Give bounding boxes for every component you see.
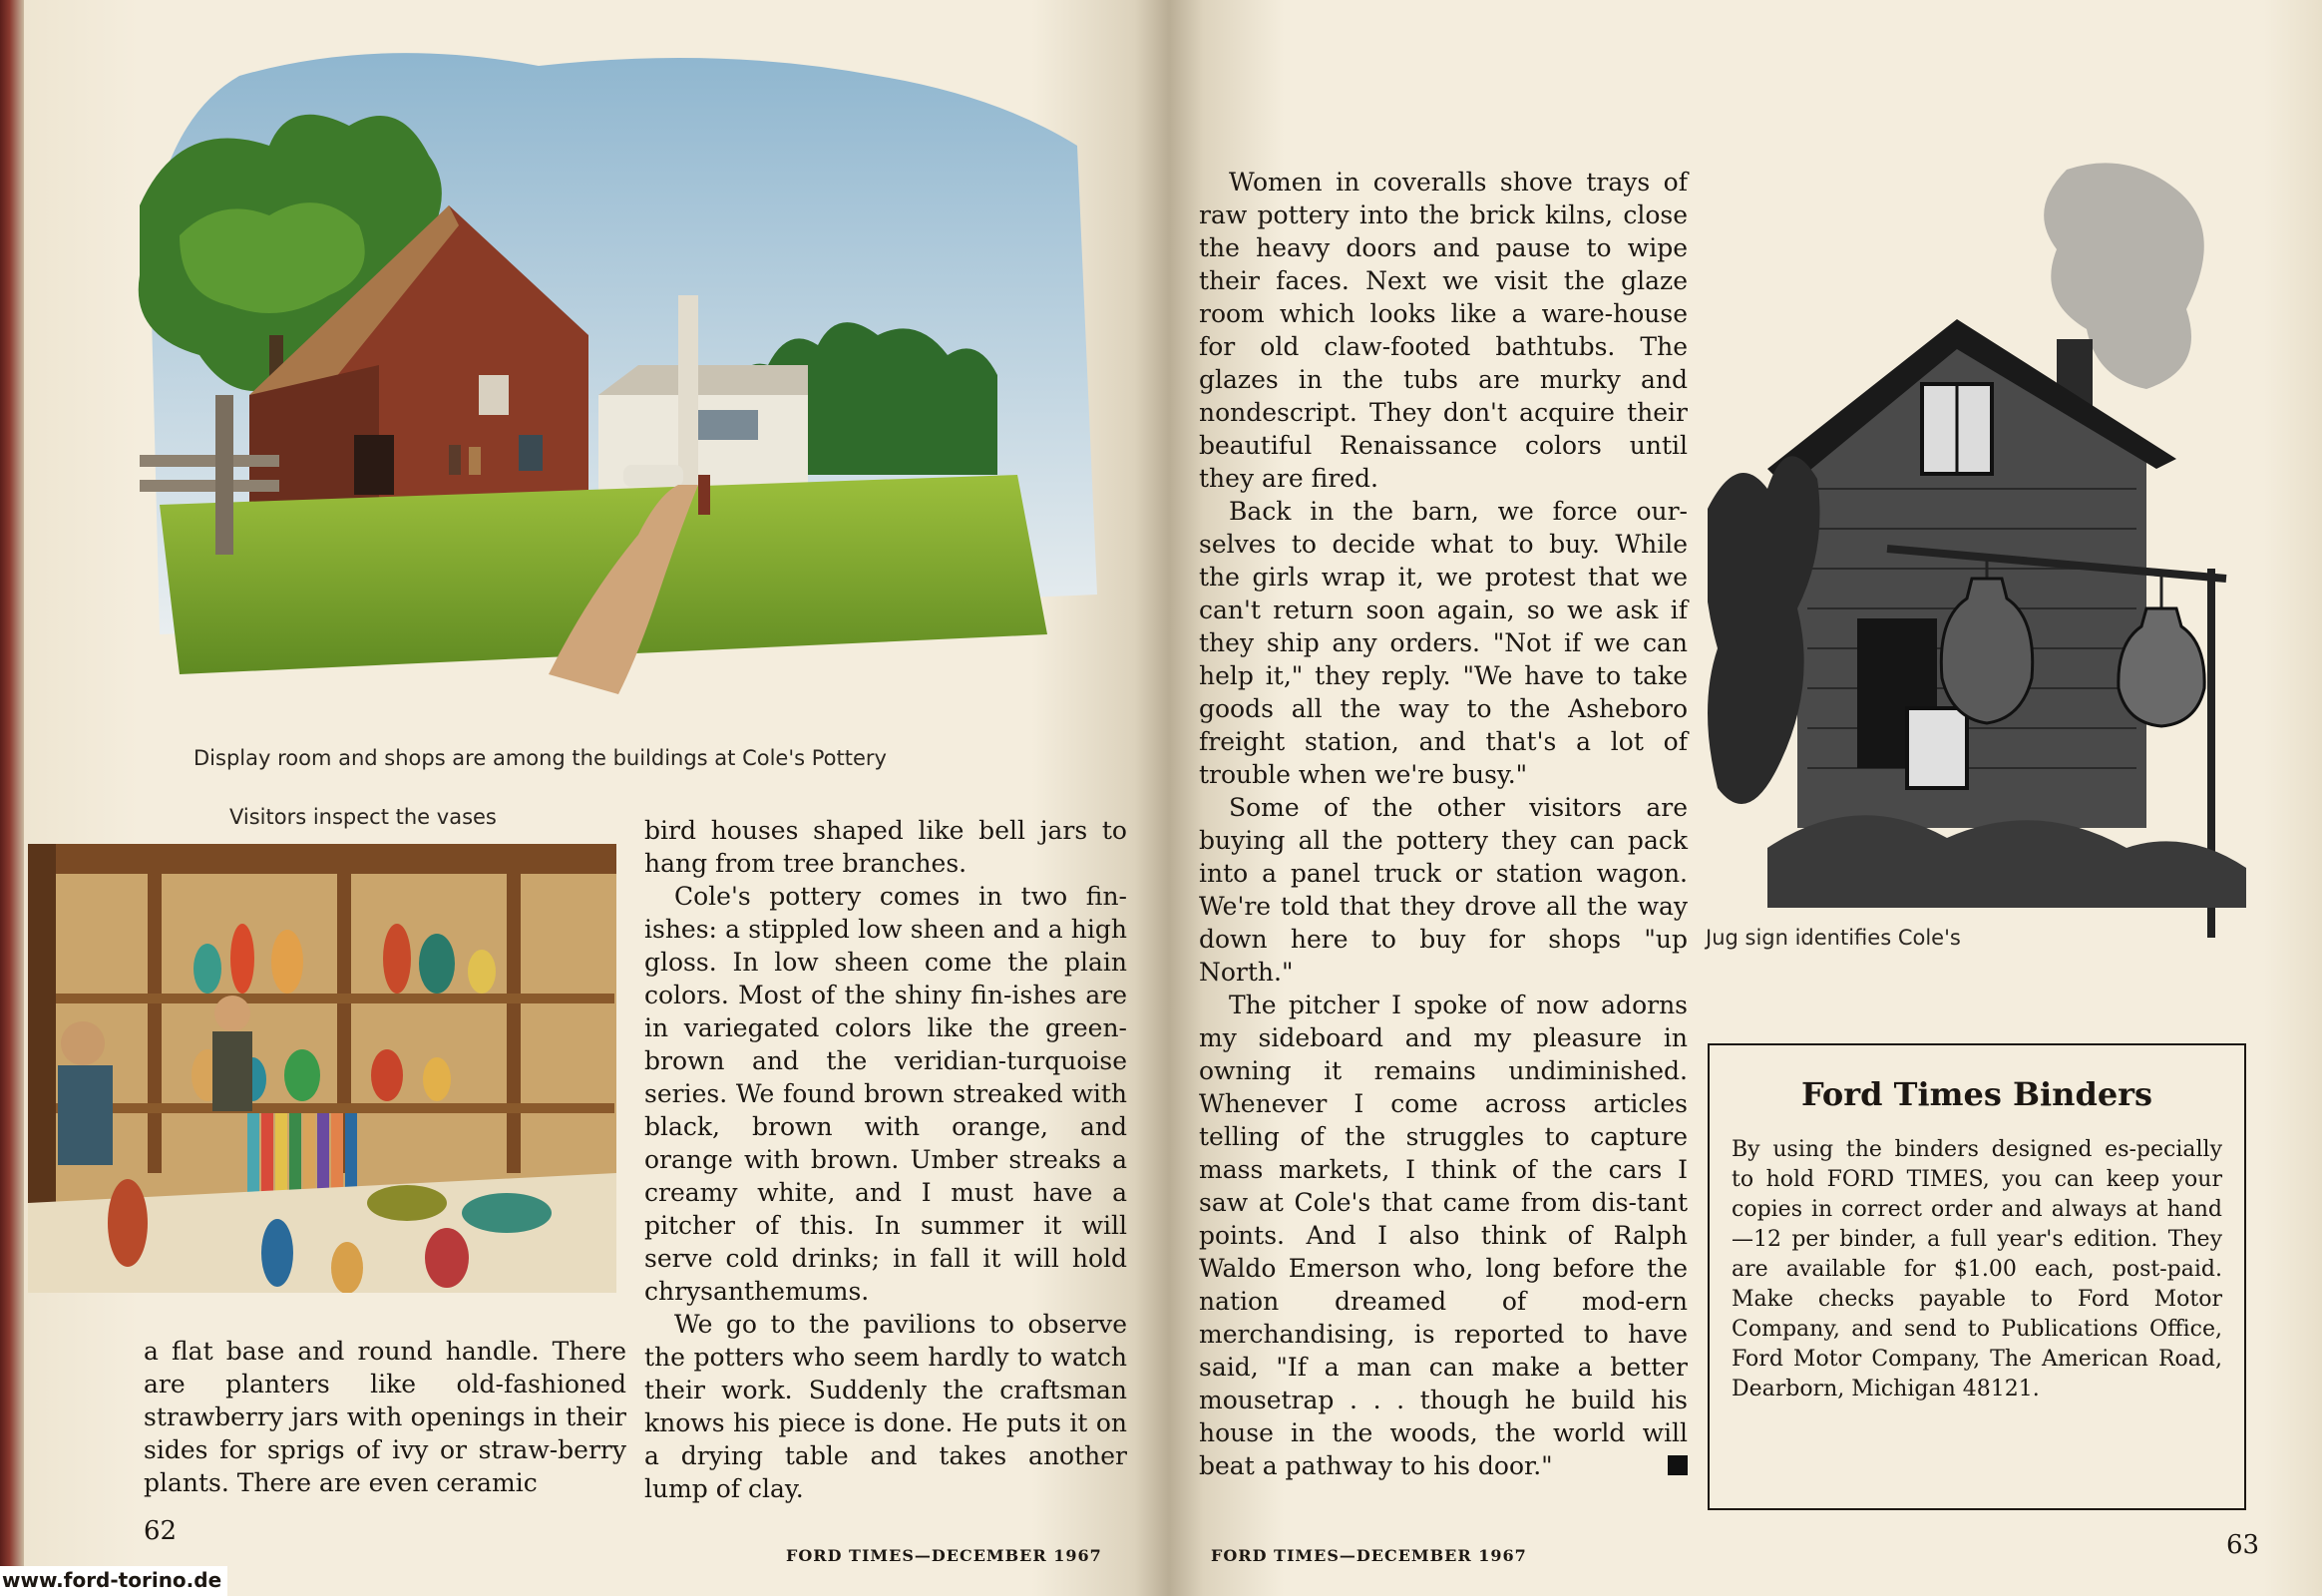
right-text-column [1199,166,1688,1482]
paragraph: Some of the other visitors are buying all the pottery they can pack into a panel truck or station wagon. We're told that they drove all the way down here to buy for shops "up North." [1199,793,1688,987]
watermark: www.ford-torino.de [0,1566,227,1596]
paragraph: a flat base and round handle. There are planters like old-fashioned strawberry jars with openings in their sides for sprigs of ivy or straw-berry plants. There are even ceramic [144,1337,626,1497]
paragraph-text: The pitcher I spoke of now adorns my sideboard and my pleasure in owning it remains undiminished. Whenever I come across articles telling of the struggles to capture mass markets, I think of the cars I saw at Cole's that came from dis-tant points. And I also think of Ralph Waldo Emerson who, long before the nation dreamed of mod-ern merchandising, is reported to have said, "If a man can make a better mousetrap . . . though he build his house in the woods, the world will beat a pathway to his door." [1199,991,1688,1480]
paragraph: Cole's pottery comes in two fin-ishes: a stippled low sheen and a high gloss. In low sheen come the plain colors. Most of the shiny fin-ishes are in variegated colors like the green-brown and the veridian-turquoise series. We found brown streaked with black, brown with orange, and orange with brown. Umber streaks a creamy white, and I must have a pitcher of this. In summer it will serve cold drinks; in fall it will hold chrysanthemums. [644,882,1127,1306]
paragraph: Back in the barn, we force our-selves to decide what to buy. While the girls wrap it, we protest that we can't return soon again, so we ask if they ship any orders. "Not if we can help it," they reply. "We have to take goods all the way to the Asheboro freight station, and that's a lot of trouble when we're busy." [1199,497,1688,789]
caption-visitors: Visitors inspect the vases [229,805,497,829]
paragraph: Women in coveralls shove trays of raw pottery into the brick kilns, close the heavy doors and pause to wipe their faces. Next we visit the glaze room which looks like a ware-house for old claw-footed bathtubs. The glazes in the tubs are murky and nondescript. They don't acquire their beautiful Renaissance colors until they are fired. [1199,168,1688,493]
caption-jug-sign: Jug sign identifies Cole's [1706,926,1961,950]
box-title: Ford Times Binders [1800,1075,2153,1113]
left-page [24,0,1169,1596]
binders-ad-box [1708,1043,2246,1510]
paragraph [1199,989,1688,1482]
end-mark [1668,1455,1688,1475]
paragraph: bird houses shaped like bell jars to hang from tree branches. [644,816,1127,878]
page-number-right: 63 [2226,1530,2260,1560]
vase-display-painting [28,844,616,1293]
box-body: By using the binders designed es-pecially to hold FORD TIMES, you can keep your copies in correct order and always at hand—12 per binder, a full year's edition. They are available for $1.00 each, post-paid. Make checks payable to Ford Motor Company, and send to Publications Office, Ford Motor Company, The American Road, Dearborn, Michigan 48121. [1732,1137,2222,1401]
paragraph: We go to the pavilions to observe the potters who seem hardly to watch their work. Suddenly the craftsman knows his piece is done. He puts it on a drying table and takes another lump of clay. [644,1310,1127,1503]
page-edge [0,0,24,1596]
page-number-left: 62 [144,1516,178,1546]
running-footer-right: FORD TIMES—DECEMBER 1967 [1211,1546,1527,1565]
right-page [1169,0,2322,1596]
pottery-buildings-painting [120,36,1117,734]
running-footer-left: FORD TIMES—DECEMBER 1967 [786,1546,1102,1565]
left-column-2 [644,814,1127,1505]
caption-buildings: Display room and shops are among the buildings at Cole's Pottery [194,746,887,770]
left-column-1 [144,1335,626,1499]
jug-sign-sketch [1708,150,2266,938]
